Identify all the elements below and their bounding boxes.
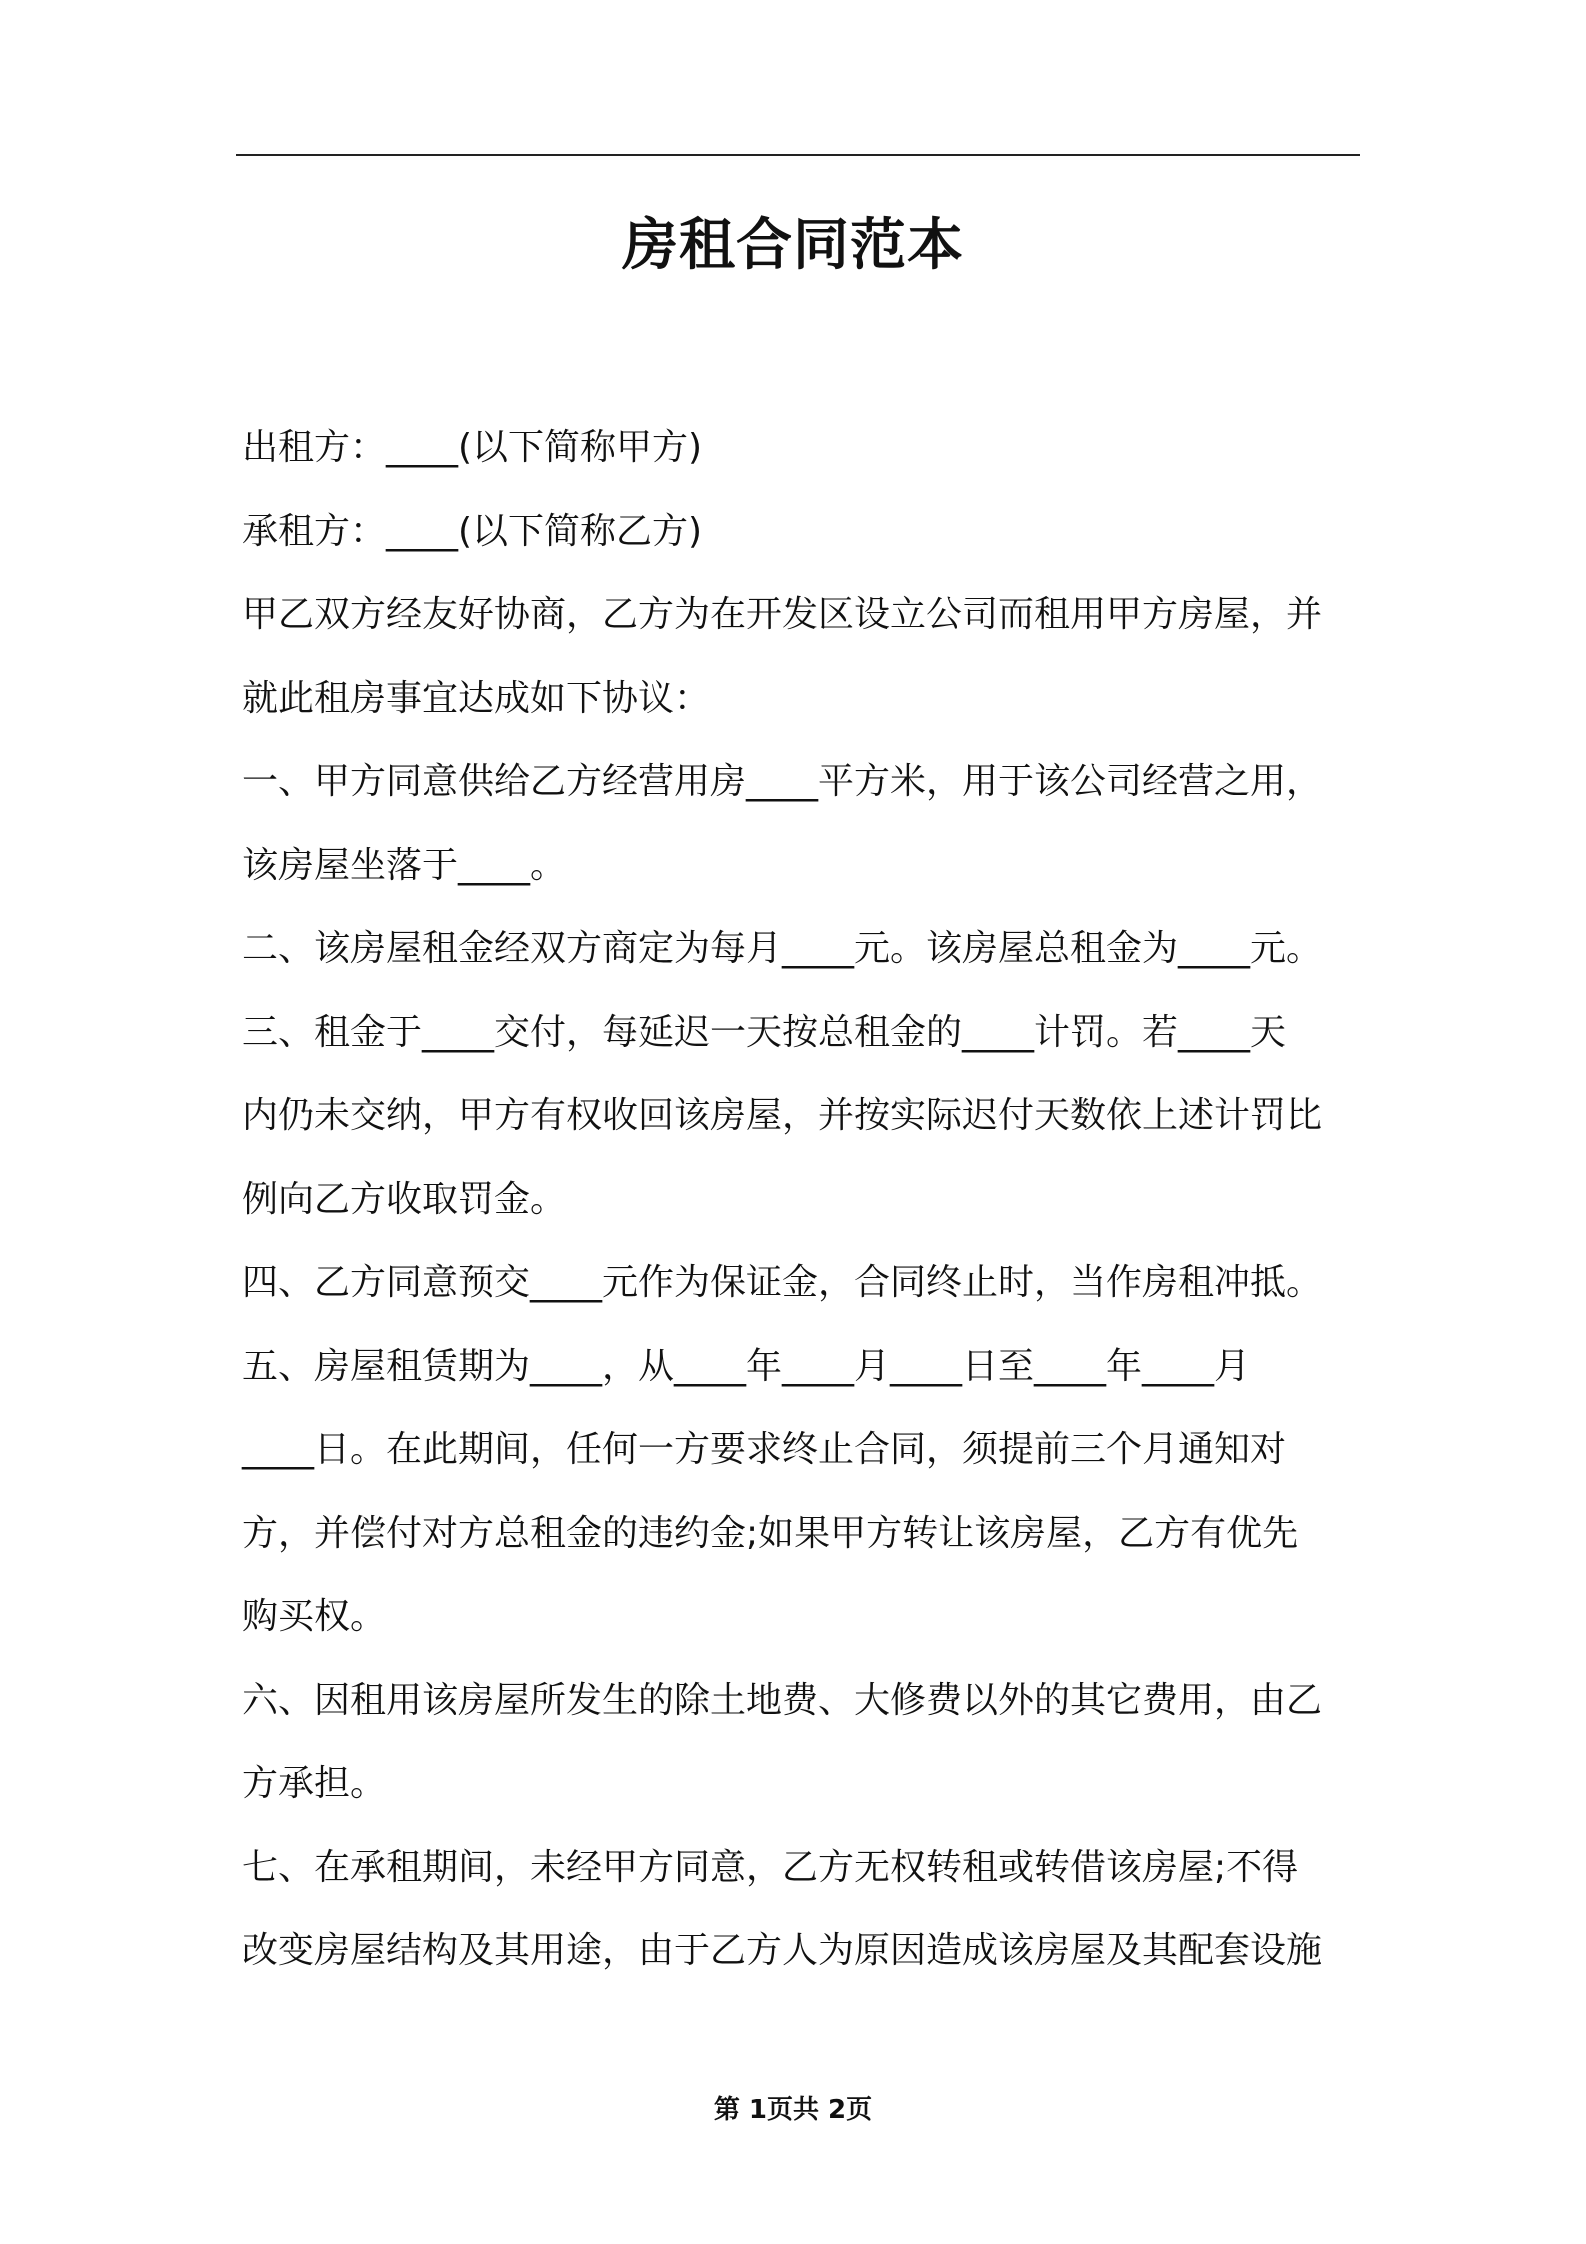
header-rule	[236, 154, 1360, 156]
body-line: 出租方：____(以下简称甲方)	[242, 427, 703, 468]
page-footer: 第 1页共 2页	[713, 2095, 873, 2125]
body-line: 甲乙双方经友好协商，乙方为在开发区设立公司而租用甲方房屋，并	[242, 594, 1323, 635]
body-line: 就此租房事宜达成如下协议：	[242, 677, 711, 719]
body-line: 改变房屋结构及其用途，由于乙方人为原因造成该房屋及其配套设施	[242, 1930, 1323, 1971]
body-line: 三、租金于____交付，每延迟一天按总租金的____计罚。若____天	[242, 1011, 1287, 1053]
body-line: ____日。在此期间，任何一方要求终止合同，须提前三个月通知对	[242, 1429, 1287, 1470]
document-title: 房租合同范本	[622, 213, 964, 278]
body-line: 购买权。	[242, 1596, 387, 1637]
body-line: 六、因租用该房屋所发生的除土地费、大修费以外的其它费用，由乙	[242, 1679, 1323, 1721]
body-line: 方承担。	[242, 1763, 387, 1804]
body-line: 方，并偿付对方总租金的违约金;如果甲方转让该房屋，乙方有优先	[242, 1512, 1299, 1554]
body-line: 七、在承租期间，未经甲方同意，乙方无权转租或转借该房屋;不得	[242, 1846, 1299, 1888]
body-line: 一、甲方同意供给乙方经营用房____平方米，用于该公司经营之用，	[242, 761, 1323, 802]
contract-body	[242, 406, 1360, 1993]
body-line: 四、乙方同意预交____元作为保证金，合同终止时，当作房租冲抵。	[242, 1262, 1323, 1303]
body-line: 例向乙方收取罚金。	[242, 1178, 567, 1220]
body-line: 二、该房屋租金经双方商定为每月____元。该房屋总租金为____元。	[242, 928, 1323, 969]
body-line: 五、房屋租赁期为____，从____年____月____日至____年____月	[242, 1345, 1251, 1387]
body-line: 该房屋坐落于____。	[242, 844, 567, 886]
body-line: 承租方：____(以下简称乙方)	[242, 510, 703, 552]
body-line: 内仍未交纳，甲方有权收回该房屋，并按实际迟付天数依上述计罚比	[242, 1095, 1323, 1136]
